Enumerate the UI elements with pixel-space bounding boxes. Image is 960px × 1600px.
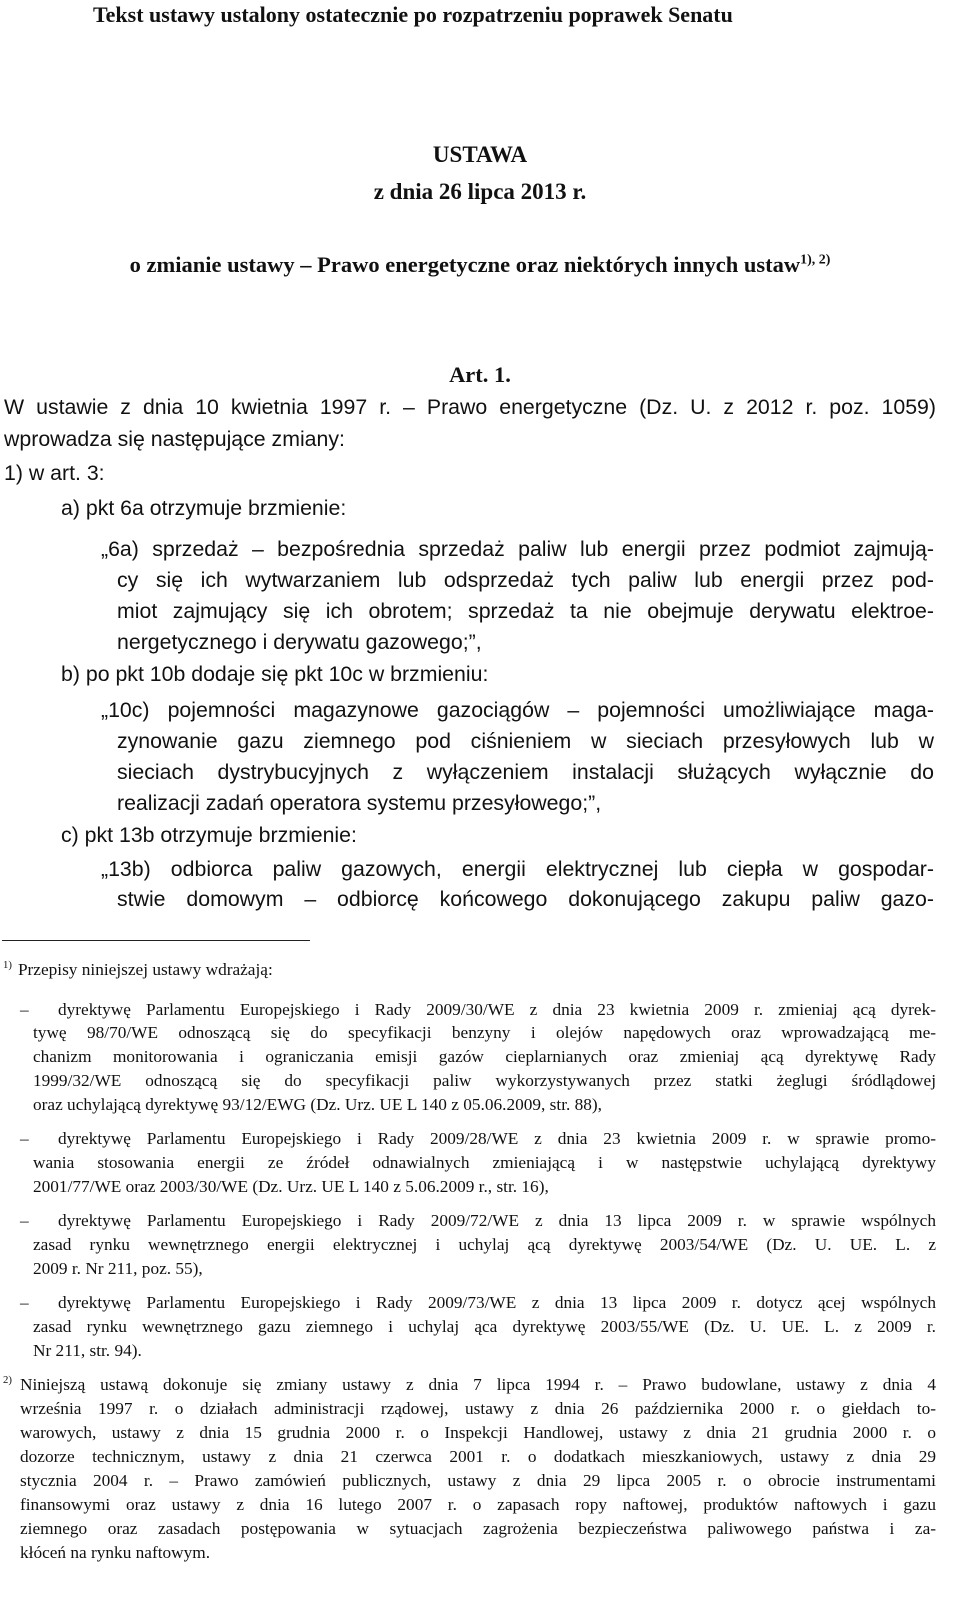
footnote-item-line: dyrektywę Parlamentu Europejskiego i Rady 2009/30/WE z dnia 23 kwietnia 2009 r. zmieniaj ącą dyrek- [58,1000,936,1019]
letter-a: a) pkt 6a otrzymuje brzmienie: [61,496,347,520]
footnote-1-marker: 1) [3,959,12,972]
footnote-separator [2,940,310,941]
letter-c: c) pkt 13b otrzymuje brzmienie: [61,823,357,847]
footnote-2-line: warowych, ustawy z dnia 15 grudnia 2000 r. o Inspekcji Handlowej, ustawy z dnia 21 grudnia 2000 r. o [20,1423,936,1442]
footnote-item-line: zasad rynku wewnętrznego gazu ziemnego i uchylaj ąca dyrektywę 2003/55/WE (Dz. U. UE. L. z 2009 r. [33,1317,936,1336]
quote-10c-line: „10c) pojemności magazynowe gazociągów – pojemności umożliwiające maga- [101,698,934,722]
footnote-item-line: zasad rynku wewnętrznego energii elektrycznej i uchylaj ącą dyrektywę 2003/54/WE (Dz. U. UE. L. z [33,1235,936,1254]
footnote-dash: – [20,1129,29,1148]
footnote-2-line: dozorze technicznym, ustawy z dnia 21 czerwca 2001 r. o dodatkach mieszkaniowych, ustawy z dnia 29 [20,1447,936,1466]
quote-6a-line: „6a) sprzedaż – bezpośrednia sprzedaż paliw lub energii przez podmiot zajmują- [101,537,934,561]
point-1: 1) w art. 3: [4,461,105,485]
footnote-item-line: chanizm monitorowania i ograniczania emisji gazów cieplarnianych oraz zmieniaj ącą dyrektywę Rady [33,1047,936,1066]
quote-10c-line: zynowanie gazu ziemnego pod ciśnieniem w sieciach przesyłowych lub w [117,729,934,753]
footnote-2-marker [3,1375,12,1395]
footnote-1-intro: Przepisy niniejszej ustawy wdrażają: [17,960,273,979]
quote-6a-line: nergetycznego i derywatu gazowego;”, [117,630,482,654]
act-subject [0,252,960,278]
quote-13b-line: „13b) odbiorca paliw gazowych, energii elektrycznej lub ciepła w gospodar- [101,857,934,881]
footnote-item-line: 2001/77/WE oraz 2003/30/WE (Dz. Urz. UE L 140 z 5.06.2009 r., str. 16), [33,1177,549,1196]
act-subject-text: o zmianie ustawy – Prawo energetyczne oraz niektórych innych ustaw [129,252,801,277]
quote-13b-line: stwie domowym – odbiorcę końcowego dokonującego zakupu paliw gazo- [117,887,934,911]
footnote-2-line: kłóceń na rynku naftowym. [20,1543,211,1562]
footnote-2-line: finansowymi oraz ustawy z dnia 16 lutego 2007 r. o zapasach ropy naftowej, produktów naftowych i gazu [20,1495,936,1514]
footnote-item-line: dyrektywę Parlamentu Europejskiego i Rady 2009/73/WE z dnia 13 lipca 2009 r. dotycz ącej wspólnych [58,1293,936,1312]
footnote-item-line: dyrektywę Parlamentu Europejskiego i Rady 2009/72/WE z dnia 13 lipca 2009 r. w sprawie wspólnych [58,1211,936,1230]
quote-6a-line: miot zajmujący się ich obrotem; sprzedaż ta nie obejmuje derywatu elektroe- [117,599,934,623]
footnote-item-line: wania stosowania energii ze źródeł odnawialnych zmieniającą i w następstwie uchylającą dyrektywy [33,1153,936,1172]
quote-10c-line: sieciach dystrybucyjnych z wyłączeniem instalacji służących wyłącznie do [117,760,934,784]
footnote-item-line: 2009 r. Nr 211, poz. 55), [33,1259,203,1278]
footnote-2-line: Niniejszą ustawą dokonuje się zmiany ustawy z dnia 7 lipca 1994 r. – Prawo budowlane, ustawy z dnia 4 [20,1375,936,1394]
footnote-item-line: 1999/32/WE odnoszącą się do specyfikacji paliw wykorzystywanych przez statki żeglugi śródlądowej [33,1071,936,1090]
footnote-2-line: stycznia 2004 r. – Prawo zamówień publicznych, ustawy z dnia 29 lipca 2005 r. o obrocie instrumentami [20,1471,936,1490]
article-heading: Art. 1. [449,362,511,387]
act-type: USTAWA [432,142,528,167]
letter-b: b) po pkt 10b dodaje się pkt 10c w brzmieniu: [61,662,489,686]
footnote-dash: – [20,1293,29,1312]
document-header: Tekst ustawy ustalony ostatecznie po rozpatrzeniu poprawek Senatu [93,2,733,27]
footnote-item-line: dyrektywę Parlamentu Europejskiego i Rady 2009/28/WE z dnia 23 kwietnia 2009 r. w sprawie promo- [58,1129,936,1148]
footnote-item-line: Nr 211, str. 94). [33,1341,142,1360]
quote-6a-line: cy się ich wytwarzaniem lub odsprzedaż tych paliw lub energii przez pod- [117,568,934,592]
quote-10c-line: realizacji zadań operatora systemu przesyłowego;”, [117,791,602,815]
footnote-item-line: tywę 98/70/WE odnoszącą się do specyfikacji benzyny i olejów napędowych oraz wprowadzającą me- [33,1023,936,1042]
footnote-item-line: oraz uchylającą dyrektywę 93/12/EWG (Dz. Urz. UE L 140 z 05.06.2009, str. 88), [33,1095,602,1114]
footnote-2-line: września 1997 r. o działach administracji rządowej, ustawy z dnia 26 października 2000 r. o giełdach to- [20,1399,936,1418]
article-intro-line: W ustawie z dnia 10 kwietnia 1997 r. – Prawo energetyczne (Dz. U. z 2012 r. poz. 1059) [4,395,936,419]
footnote-dash: – [20,1000,29,1019]
footnote-dash: – [20,1211,29,1230]
footnote-1 [3,960,273,980]
footnote-references: 1), 2) [800,252,831,268]
footnote-2-marker-text: 2) [3,1374,12,1387]
act-date: z dnia 26 lipca 2013 r. [373,179,587,204]
footnote-2-line: ziemnego oraz zasadach postępowania w sytuacjach zagrożenia bezpieczeństwa paliwowego państwa i za- [20,1519,936,1538]
article-intro-line: wprowadza się następujące zmiany: [4,427,345,451]
